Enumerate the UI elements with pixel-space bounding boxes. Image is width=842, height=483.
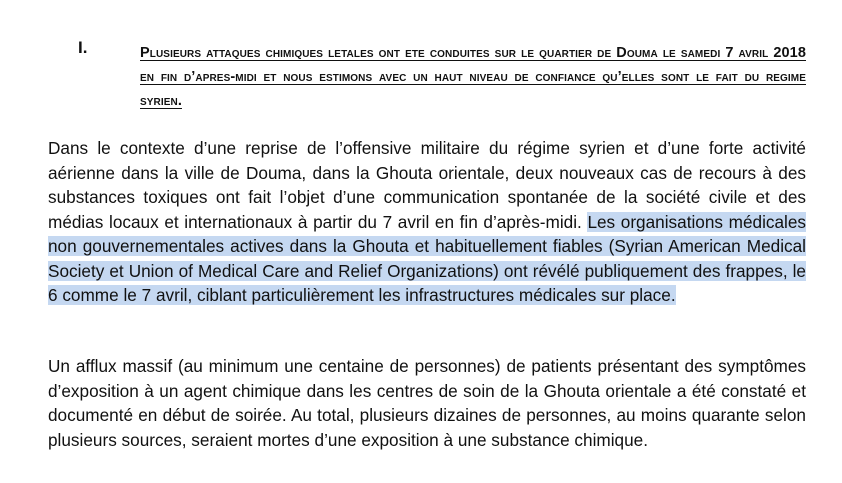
- paragraph-casualties: Un afflux massif (au minimum une centaine de personnes) de patients présentant des symptômes d’exposition à un agent chimique dans les centres de soin de la Ghouta orientale a été constaté et documenté en début de soirée. Au total, plusieurs dizaines de personnes, au moins quarante selon plusieurs sources, seraient mortes d’une exposition à une substance chimique.: [48, 356, 806, 450]
- paragraph-context: [48, 136, 806, 308]
- paragraph-context-text: Dans le contexte d’une reprise de l’offensive militaire du régime syrien et d’une forte activité aérienne dans la ville de Douma, dans la Ghouta orientale, deux nouveaux cas de recours à des substances toxiques ont fait l’objet d’une communication spontanée de la société civile et des médias locaux et internationaux à partir du 7 avril en fin d’après-midi.: [48, 138, 806, 232]
- selected-text-highlight[interactable]: Les organisations médicales non gouvernementales actives dans la Ghouta et habituellement fiables (Syrian American Medical Society et Union of Medical Care and Relief Organizations) ont révélé publiquement des frappes, le 6 comme le 7 avril, ciblant particulièrement les infrastructures médicales sur place.: [48, 211, 807, 305]
- section-heading: Plusieurs attaques chimiques letales ont ete conduites sur le quartier de Douma le samedi 7 avril 2018 en fin d’apres-midi et nous estimons avec un haut niveau de confiance qu’elles sont le fait du regime syrien.: [140, 45, 806, 109]
- section-numeral: I.: [78, 38, 88, 57]
